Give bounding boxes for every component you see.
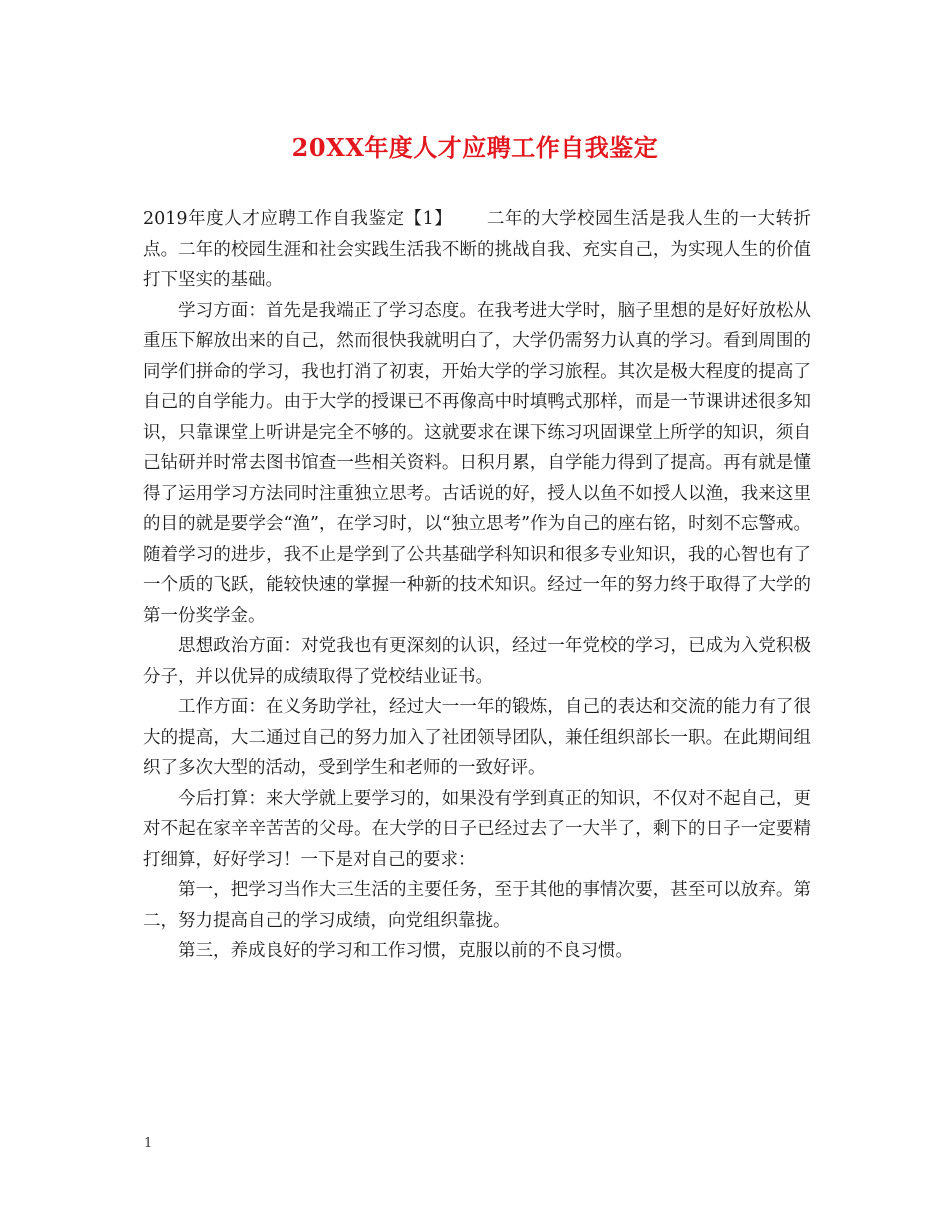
paragraph-third: 第三，养成良好的学习和工作习惯，克服以前的不良习惯。 [178,941,633,961]
paragraph-plans: 今后打算：来大学就上要学习的，如果没有学到真正的知识，不仅对不起自己，更对不起在家辛辛苦苦的父母。在大学的日子已经过去了一大半了，剩下的日子一定要精打细算，好好学习！一下是对自己的要求： [143,788,811,870]
paragraph-politics: 思想政治方面：对党我也有更深刻的认识，经过一年党校的学习，已成为入党积极分子，并以优异的成绩取得了党校结业证书。 [143,636,811,687]
intro-text: 二年的大学校园生活是我人生的一大转折点。二年的校园生涯和社会实践生活我不断的挑战自我、充实自己，为实现人生的价值打下坚实的基础。 [143,209,811,290]
intro-paragraph [143,204,811,296]
document-body [143,204,811,967]
paragraph-study: 学习方面：首先是我端正了学习态度。在我考进大学时，脑子里想的是好好放松从重压下解放出来的自己，然而很快我就明白了，大学仍需努力认真的学习。看到周围的同学们拼命的学习，我也打消了初衷，开始大学的学习旅程。其次是极大程度的提高了自己的自学能力。由于大学的授课已不再像高中时填鸭式那样，而是一节课讲述很多知识，只靠课堂上听讲是完全不够的。这就要求在课下练习巩固课堂上所学的知识，须自己钻研并时常去图书馆查一些相关资料。日积月累，自学能力得到了提高。再有就是懂得了运用学习方法同时注重独立思考。古话说的好，授人以鱼不如授人以渔，我来这里的目的就是要学会“渔”，在学习时，以“独立思考”作为自己的座右铭，时刻不忘警戒。随着学习的进步，我不止是学到了公共基础学科知识和很多专业知识，我的心智也有了一个质的飞跃，能较快速的掌握一种新的技术知识。经过一年的努力终于取得了大学的第一份奖学金。 [143,300,811,626]
document-title: 20XX年度人才应聘工作自我鉴定 [291,133,659,162]
page-number: 1 [144,1136,153,1151]
intro-heading: 2019年度人才应聘工作自我鉴定【1】 [143,209,453,229]
paragraph-first-second: 第一，把学习当作大三生活的主要任务，至于其他的事情次要，甚至可以放弃。第二，努力提高自己的学习成绩，向党组织靠拢。 [143,880,811,931]
paragraph-work: 工作方面：在义务助学社，经过大一一年的锻炼，自己的表达和交流的能力有了很大的提高，大二通过自己的努力加入了社团领导团队，兼任组织部长一职。在此期间组织了多次大型的活动，受到学生和老师的一致好评。 [143,697,811,778]
